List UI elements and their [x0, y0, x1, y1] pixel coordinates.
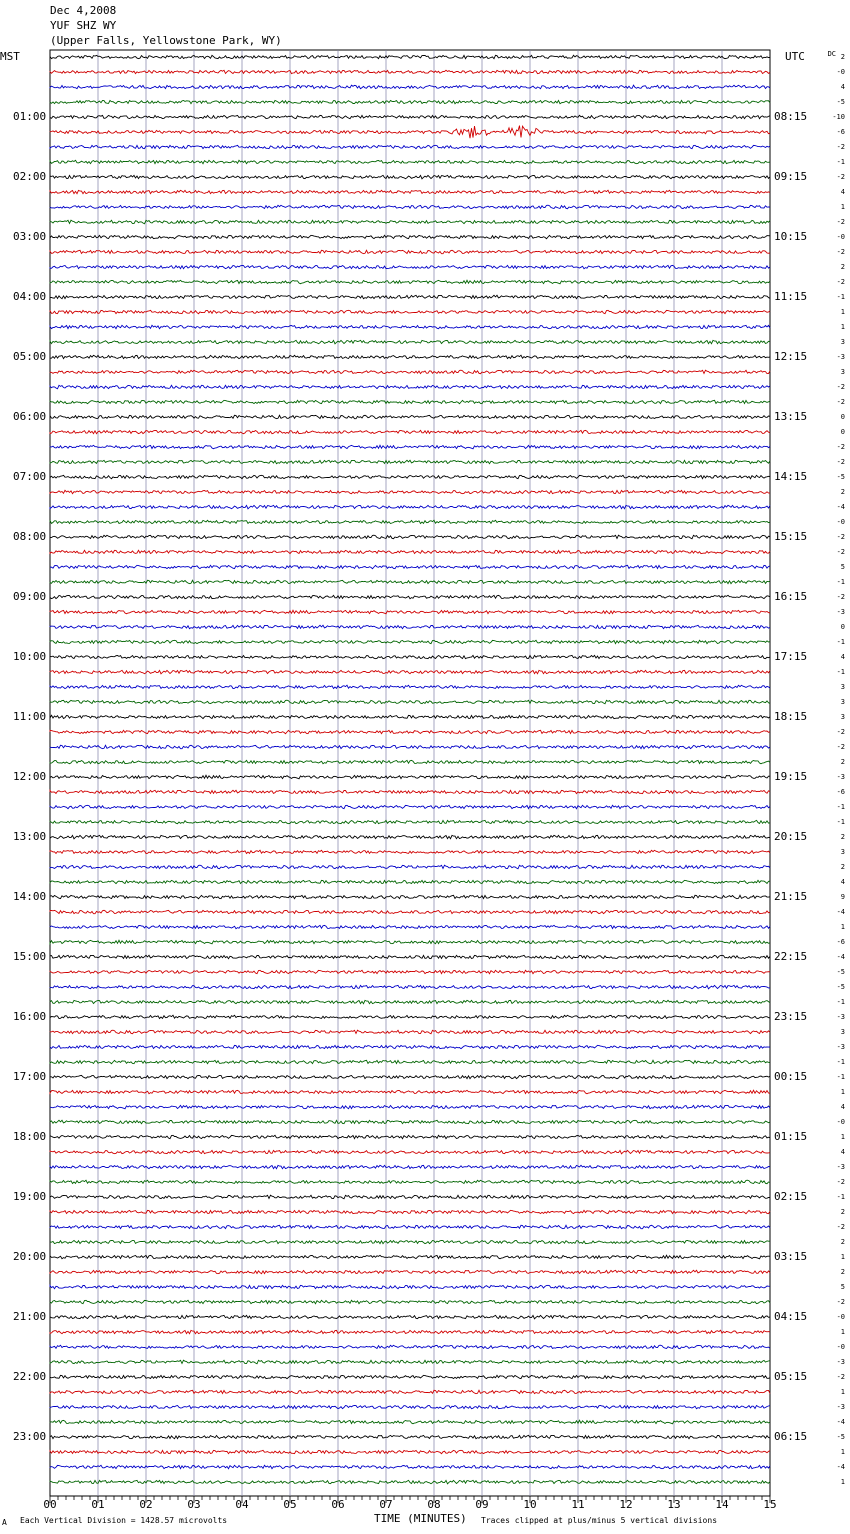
right-hour-label: 15:15 [774, 530, 808, 543]
dc-offset-label: 5 [840, 1283, 845, 1291]
trace-line [50, 205, 770, 209]
dc-offset-label: -2 [836, 1178, 845, 1186]
dc-offset-label: -2 [836, 218, 845, 226]
dc-offset-label: 2 [840, 53, 845, 61]
trace-line [50, 1105, 770, 1109]
trace-line [50, 250, 770, 253]
dc-offset-label: -0 [836, 1343, 845, 1351]
trace-line [50, 1135, 770, 1138]
right-hour-label: 16:15 [774, 590, 808, 603]
trace-line [50, 610, 770, 614]
right-hour-label: 18:15 [774, 710, 808, 723]
dc-offset-label: -6 [836, 788, 845, 796]
trace-line [50, 310, 770, 313]
dc-offset-label: -4 [836, 1463, 845, 1471]
left-hour-label: 04:00 [13, 290, 47, 303]
right-hour-label: 04:15 [774, 1310, 808, 1323]
x-tick-label: 06 [331, 1498, 345, 1511]
dc-offset-label: -3 [836, 1013, 845, 1021]
dc-offset-label: 1 [840, 1388, 845, 1396]
dc-offset-label: -1 [836, 1193, 845, 1201]
trace-line [50, 805, 770, 808]
trace-line [50, 940, 770, 944]
dc-offset-label: -3 [836, 1163, 845, 1171]
left-hour-label: 21:00 [13, 1310, 47, 1323]
trace-line [50, 865, 770, 869]
x-axis-label: TIME (MINUTES) [374, 1512, 467, 1525]
x-tick-label: 13 [667, 1498, 681, 1511]
dc-offset-label: 1 [840, 1088, 845, 1096]
trace-line [50, 1090, 770, 1093]
trace-line [50, 670, 770, 674]
right-hour-label: 10:15 [774, 230, 808, 243]
trace-line [50, 70, 770, 74]
dc-offset-label: 1 [840, 1328, 845, 1336]
x-tick-label: 14 [715, 1498, 729, 1511]
dc-offset-label: -5 [836, 98, 845, 106]
dc-offset-label: 1 [840, 203, 845, 211]
trace-line [50, 565, 770, 568]
left-hour-label: 23:00 [13, 1430, 47, 1443]
dc-offset-label: 3 [840, 848, 845, 856]
x-tick-label: 02 [139, 1498, 153, 1511]
trace-line [50, 775, 770, 779]
dc-offset-label: 3 [840, 368, 845, 376]
dc-offset-label: -6 [836, 128, 845, 136]
dc-offset-label: 1 [840, 1253, 845, 1261]
trace-line [50, 100, 770, 103]
dc-offset-label: 1 [840, 1448, 845, 1456]
trace-line [50, 640, 770, 643]
trace-line [50, 220, 770, 224]
dc-offset-label: -5 [836, 473, 845, 481]
trace-line [50, 460, 770, 463]
dc-offset-label: -2 [836, 143, 845, 151]
trace-line [50, 235, 770, 238]
dc-offset-label: 4 [840, 653, 845, 661]
trace-line [50, 580, 770, 583]
right-hour-label: 09:15 [774, 170, 808, 183]
dc-offset-label: 4 [840, 188, 845, 196]
dc-offset-label: 2 [840, 488, 845, 496]
trace-line [50, 1345, 770, 1349]
dc-offset-label: 2 [840, 263, 845, 271]
right-hour-label: 20:15 [774, 830, 808, 843]
trace-line [50, 985, 770, 989]
dc-offset-label: -1 [836, 1058, 845, 1066]
trace-line [50, 595, 770, 598]
left-hour-label: 17:00 [13, 1070, 47, 1083]
right-axis-title: UTC [785, 50, 805, 63]
header-station: YUF SHZ WY [50, 19, 117, 32]
trace-line [50, 925, 770, 928]
dc-offset-label: 2 [840, 1238, 845, 1246]
dc-offset-label: 2 [840, 1268, 845, 1276]
x-tick-label: 15 [763, 1498, 777, 1511]
dc-offset-label: -2 [836, 728, 845, 736]
dc-offset-label: -1 [836, 998, 845, 1006]
dc-offset-label: -2 [836, 1223, 845, 1231]
x-tick-label: 00 [43, 1498, 57, 1511]
dc-offset-label: -0 [836, 68, 845, 76]
dc-offset-label: 3 [840, 713, 845, 721]
dc-offset-label: 2 [840, 833, 845, 841]
scale-note: Each Vertical Division = 1428.57 microvolts [20, 1516, 228, 1525]
x-tick-label: 04 [235, 1498, 249, 1511]
dc-offset-label: 0 [840, 413, 845, 421]
dc-offset-label: -2 [836, 173, 845, 181]
header-date: Dec 4,2008 [50, 4, 117, 17]
right-hour-label: 08:15 [774, 110, 808, 123]
trace-line [50, 970, 770, 973]
trace-line [50, 1330, 770, 1334]
dc-offset-label: -3 [836, 608, 845, 616]
x-tick-label: 07 [379, 1498, 393, 1511]
trace-line [50, 475, 770, 478]
trace-line [50, 145, 770, 148]
trace-line [50, 1180, 770, 1184]
x-tick-label: 12 [619, 1498, 633, 1511]
dc-offset-label: -5 [836, 968, 845, 976]
dc-offset-label: -4 [836, 908, 845, 916]
trace-line [50, 1375, 770, 1378]
dc-offset-label: -0 [836, 1118, 845, 1126]
right-hour-label: 14:15 [774, 470, 808, 483]
x-tick-label: 09 [475, 1498, 489, 1511]
trace-line [50, 85, 770, 89]
dc-offset-label: 1 [840, 323, 845, 331]
trace-line [50, 1000, 770, 1003]
x-tick-label: 11 [571, 1498, 585, 1511]
left-hour-label: 11:00 [13, 710, 47, 723]
dc-offset-label: -0 [836, 1313, 845, 1321]
dc-offset-label: 0 [840, 428, 845, 436]
dc-offset-label: 2 [840, 863, 845, 871]
trace-line [50, 175, 770, 179]
trace-line [50, 385, 770, 389]
trace-line [50, 505, 770, 509]
trace-line [50, 520, 770, 523]
left-hour-label: 09:00 [13, 590, 47, 603]
dc-offset-label: 1 [840, 1133, 845, 1141]
x-tick-label: 05 [283, 1498, 297, 1511]
dc-offset-label: 1 [840, 923, 845, 931]
left-axis-title: MST [0, 50, 20, 63]
corner-mark: A [2, 1518, 7, 1527]
left-hour-label: 16:00 [13, 1010, 47, 1023]
trace-line [50, 730, 770, 733]
right-hour-label: 02:15 [774, 1190, 808, 1203]
x-tick-label: 08 [427, 1498, 441, 1511]
right-hour-label: 19:15 [774, 770, 808, 783]
trace-line [50, 1420, 770, 1424]
dc-offset-label: -2 [836, 593, 845, 601]
left-hour-label: 06:00 [13, 410, 47, 423]
left-hour-label: 08:00 [13, 530, 47, 543]
trace-line [50, 126, 770, 139]
right-hour-label: 12:15 [774, 350, 808, 363]
dc-offset-label: 4 [840, 83, 845, 91]
left-hour-label: 14:00 [13, 890, 47, 903]
trace-line [50, 655, 770, 658]
dc-offset-label: 5 [840, 563, 845, 571]
trace-line [50, 550, 770, 553]
trace-line [50, 1360, 770, 1364]
dc-offset-label: 3 [840, 683, 845, 691]
trace-line [50, 760, 770, 763]
trace-line [50, 1450, 770, 1453]
trace-line [50, 265, 770, 268]
trace-line [50, 1075, 770, 1078]
dc-offset-label: -6 [836, 938, 845, 946]
dc-offset-label: -2 [836, 398, 845, 406]
trace-line [50, 685, 770, 688]
dc-offset-label: -3 [836, 1043, 845, 1051]
dc-offset-label: 3 [840, 1028, 845, 1036]
trace-line [50, 160, 770, 163]
dc-offset-label: -1 [836, 578, 845, 586]
dc-offset-label: -3 [836, 773, 845, 781]
dc-offset-label: -1 [836, 638, 845, 646]
dc-offset-label: -2 [836, 248, 845, 256]
dc-offset-label: -3 [836, 353, 845, 361]
trace-line [50, 850, 770, 853]
trace-line [50, 535, 770, 539]
dc-offset-label: -0 [836, 233, 845, 241]
dc-offset-label: -4 [836, 1418, 845, 1426]
left-hour-label: 15:00 [13, 950, 47, 963]
trace-line [50, 625, 770, 628]
trace-line [50, 835, 770, 839]
trace-line [50, 1165, 770, 1168]
dc-title: DC [827, 50, 836, 58]
trace-line [50, 1015, 770, 1018]
dc-offset-label: -4 [836, 503, 845, 511]
trace-line [50, 1030, 770, 1034]
right-hour-label: 21:15 [774, 890, 808, 903]
right-hour-label: 01:15 [774, 1130, 808, 1143]
dc-offset-label: -0 [836, 518, 845, 526]
trace-line [50, 340, 770, 344]
trace-line [50, 715, 770, 718]
trace-line [50, 1405, 770, 1408]
right-hour-label: 05:15 [774, 1370, 808, 1383]
dc-offset-label: -10 [832, 113, 845, 121]
trace-line [50, 325, 770, 328]
trace-line [50, 880, 770, 883]
dc-offset-label: 9 [840, 893, 845, 901]
dc-offset-label: -2 [836, 533, 845, 541]
trace-line [50, 745, 770, 748]
left-hour-label: 18:00 [13, 1130, 47, 1143]
dc-offset-label: 2 [840, 758, 845, 766]
right-hour-label: 13:15 [774, 410, 808, 423]
trace-line [50, 1255, 770, 1259]
dc-offset-label: 4 [840, 1103, 845, 1111]
left-hour-label: 05:00 [13, 350, 47, 363]
right-hour-label: 11:15 [774, 290, 808, 303]
trace-line [50, 400, 770, 403]
right-hour-label: 23:15 [774, 1010, 808, 1023]
dc-offset-label: -3 [836, 1403, 845, 1411]
right-hour-label: 00:15 [774, 1070, 808, 1083]
left-hour-label: 10:00 [13, 650, 47, 663]
left-hour-label: 03:00 [13, 230, 47, 243]
left-hour-label: 13:00 [13, 830, 47, 843]
trace-line [50, 415, 770, 418]
trace-line [50, 895, 770, 898]
trace-line [50, 1120, 770, 1123]
x-tick-label: 03 [187, 1498, 201, 1511]
trace-line [50, 820, 770, 823]
trace-line [50, 1045, 770, 1048]
trace-line [50, 1150, 770, 1154]
x-tick-label: 01 [91, 1498, 105, 1511]
trace-line [50, 1270, 770, 1273]
trace-line [50, 370, 770, 374]
trace-line [50, 1390, 770, 1393]
trace-line [50, 55, 770, 58]
dc-offset-label: -5 [836, 1433, 845, 1441]
trace-line [50, 1060, 770, 1063]
trace-line [50, 1315, 770, 1319]
dc-offset-label: -2 [836, 458, 845, 466]
dc-offset-label: 1 [840, 308, 845, 316]
dc-offset-label: -2 [836, 278, 845, 286]
trace-line [50, 955, 770, 958]
dc-offset-label: -2 [836, 743, 845, 751]
dc-offset-label: -2 [836, 548, 845, 556]
left-hour-label: 22:00 [13, 1370, 47, 1383]
left-hour-label: 01:00 [13, 110, 47, 123]
left-hour-label: 07:00 [13, 470, 47, 483]
right-hour-label: 03:15 [774, 1250, 808, 1263]
trace-line [50, 115, 770, 118]
trace-line [50, 1465, 770, 1468]
trace-line [50, 295, 770, 298]
left-hour-label: 02:00 [13, 170, 47, 183]
trace-line [50, 1195, 770, 1199]
trace-line [50, 1225, 770, 1228]
trace-line [50, 1300, 770, 1303]
dc-offset-label: -2 [836, 1373, 845, 1381]
trace-line [50, 1240, 770, 1243]
clip-note: Traces clipped at plus/minus 5 vertical divisions [481, 1516, 718, 1525]
trace-line [50, 355, 770, 358]
dc-offset-label: 4 [840, 878, 845, 886]
trace-line [50, 490, 770, 493]
trace-line [50, 1435, 770, 1438]
header-location: (Upper Falls, Yellowstone Park, WY) [50, 34, 282, 47]
trace-line [50, 700, 770, 704]
dc-offset-label: 1 [840, 1478, 845, 1486]
dc-offset-label: -1 [836, 668, 845, 676]
dc-offset-label: -3 [836, 1358, 845, 1366]
dc-offset-label: -1 [836, 293, 845, 301]
dc-offset-label: -1 [836, 803, 845, 811]
dc-offset-label: -5 [836, 983, 845, 991]
trace-line [50, 1210, 770, 1213]
dc-offset-label: 2 [840, 1208, 845, 1216]
dc-offset-label: -2 [836, 383, 845, 391]
dc-offset-label: -2 [836, 443, 845, 451]
right-hour-label: 17:15 [774, 650, 808, 663]
right-hour-label: 06:15 [774, 1430, 808, 1443]
trace-line [50, 1285, 770, 1288]
dc-offset-label: 0 [840, 623, 845, 631]
left-hour-label: 19:00 [13, 1190, 47, 1203]
x-tick-label: 10 [523, 1498, 537, 1511]
left-hour-label: 20:00 [13, 1250, 47, 1263]
dc-offset-label: -1 [836, 158, 845, 166]
trace-line [50, 445, 770, 449]
trace-line [50, 910, 770, 913]
right-hour-label: 22:15 [774, 950, 808, 963]
dc-offset-label: -4 [836, 953, 845, 961]
dc-offset-label: 3 [840, 698, 845, 706]
dc-offset-label: 3 [840, 338, 845, 346]
dc-offset-label: -1 [836, 818, 845, 826]
dc-offset-label: -2 [836, 1298, 845, 1306]
trace-line [50, 1480, 770, 1484]
trace-line [50, 790, 770, 793]
trace-line [50, 430, 770, 433]
trace-line [50, 190, 770, 194]
dc-offset-label: -1 [836, 1073, 845, 1081]
dc-offset-label: 4 [840, 1148, 845, 1156]
left-hour-label: 12:00 [13, 770, 47, 783]
trace-line [50, 280, 770, 284]
